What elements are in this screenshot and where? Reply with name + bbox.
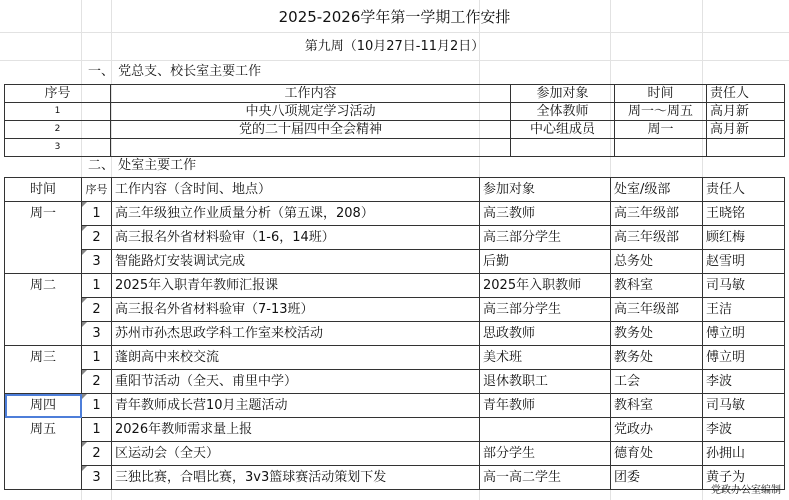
table-row [5, 346, 785, 370]
cell-day[interactable] [5, 466, 82, 490]
table-row [5, 322, 785, 346]
cell-participants[interactable]: 高三部分学生 [480, 226, 611, 250]
cell-content[interactable]: 青年教师成长营10月主题活动 [112, 394, 480, 418]
cell-num[interactable]: 3 [5, 139, 111, 157]
cell-num[interactable]: 2 [82, 442, 112, 466]
cell-owner[interactable]: 黄子为 [703, 466, 785, 490]
cell-owner[interactable]: 傅立明 [703, 322, 785, 346]
cell-num[interactable]: 1 [82, 202, 112, 226]
header-dept[interactable]: 处室/级部 [611, 178, 703, 202]
cell-owner[interactable]: 司马敏 [703, 274, 785, 298]
cell-content[interactable]: 三独比赛，合唱比赛，3v3篮球赛活动策划下发 [112, 466, 480, 490]
table-row [5, 121, 785, 139]
table-row [5, 202, 785, 226]
comment-marker [82, 250, 87, 255]
header-content[interactable]: 工作内容 [111, 85, 511, 103]
cell-day[interactable]: 周三 [5, 346, 82, 370]
cell-num[interactable]: 3 [82, 250, 112, 274]
cell-content[interactable]: 区运动会（全天） [112, 442, 480, 466]
table-row [5, 139, 785, 157]
cell-num[interactable]: 2 [82, 298, 112, 322]
cell-content[interactable]: 重阳节活动（全天、甫里中学） [112, 370, 480, 394]
cell-owner[interactable]: 司马敏 [703, 394, 785, 418]
cell-num[interactable]: 2 [82, 226, 112, 250]
gridline [0, 60, 789, 61]
cell-content[interactable]: 党的二十届四中全会精神 [111, 121, 511, 139]
cell-day[interactable]: 周五 [5, 418, 82, 442]
cell-dept[interactable]: 德育处 [611, 442, 703, 466]
comment-marker [82, 442, 87, 447]
cell-participants[interactable]: 2025年入职教师 [480, 274, 611, 298]
table-row [5, 466, 785, 490]
table-row [5, 103, 785, 121]
gridline [0, 32, 789, 33]
cell-owner[interactable]: 傅立明 [703, 346, 785, 370]
cell-content[interactable]: 蓬朗高中来校交流 [112, 346, 480, 370]
cell-num[interactable]: 2 [5, 121, 111, 139]
cell-day[interactable] [5, 298, 82, 322]
cell-participants[interactable]: 退休教职工 [480, 370, 611, 394]
comment-marker [82, 466, 87, 471]
cell-dept[interactable]: 教务处 [611, 346, 703, 370]
cell-participants[interactable]: 高一高二学生 [480, 466, 611, 490]
cell-dept[interactable]: 教科室 [611, 394, 703, 418]
section1-heading: 一、 党总支、校长室主要工作 [88, 64, 262, 79]
cell-num[interactable]: 1 [82, 274, 112, 298]
cell-participants[interactable]: 美术班 [480, 346, 611, 370]
header-owner[interactable]: 责任人 [703, 178, 785, 202]
cell-owner[interactable]: 王洁 [703, 298, 785, 322]
footer-note: 党政办公室编制 [711, 485, 781, 496]
cell-num[interactable]: 2 [82, 370, 112, 394]
cell-dept[interactable]: 教科室 [611, 274, 703, 298]
cell-day[interactable] [5, 226, 82, 250]
table-header-row [5, 178, 785, 202]
cell-day[interactable] [5, 370, 82, 394]
cell-participants[interactable]: 高三部分学生 [480, 298, 611, 322]
cell-content[interactable]: 苏州市孙杰思政学科工作室来校活动 [112, 322, 480, 346]
cell-dept[interactable]: 团委 [611, 466, 703, 490]
cell-owner[interactable]: 李波 [703, 418, 785, 442]
cell-num[interactable]: 3 [82, 322, 112, 346]
section2-heading: 二、 处室主要工作 [88, 158, 197, 173]
cell-day[interactable] [5, 250, 82, 274]
comment-marker [82, 202, 87, 207]
cell-owner[interactable]: 王晓铭 [703, 202, 785, 226]
cell-day[interactable]: 周一 [5, 202, 82, 226]
cell-dept[interactable]: 高三年级部 [611, 202, 703, 226]
cell-participants[interactable]: 高三教师 [480, 202, 611, 226]
cell-dept[interactable]: 教务处 [611, 322, 703, 346]
cell-owner[interactable]: 顾红梅 [703, 226, 785, 250]
cell-content[interactable]: 2025年入职青年教师汇报课 [112, 274, 480, 298]
header-time[interactable]: 时间 [615, 85, 707, 103]
table-row [5, 442, 785, 466]
cell-dept[interactable]: 高三年级部 [611, 226, 703, 250]
cell-content[interactable]: 高三年级独立作业质量分析（第五课，208） [112, 202, 480, 226]
cell-day[interactable] [5, 442, 82, 466]
cell-dept[interactable]: 高三年级部 [611, 298, 703, 322]
cell-time[interactable]: 周一 [615, 121, 707, 139]
comment-marker [82, 226, 87, 231]
cell-content[interactable]: 高三报名外省材料验审（1-6，14班） [112, 226, 480, 250]
cell-participants[interactable] [480, 418, 611, 442]
cell-content[interactable]: 中央八项规定学习活动 [111, 103, 511, 121]
cell-dept[interactable]: 总务处 [611, 250, 703, 274]
cell-dept[interactable]: 工会 [611, 370, 703, 394]
header-participants[interactable]: 参加对象 [511, 85, 615, 103]
comment-marker [82, 322, 87, 327]
leadership-table [4, 84, 785, 157]
comment-marker [82, 394, 87, 399]
cell-num[interactable]: 1 [5, 103, 111, 121]
header-owner[interactable]: 责任人 [707, 85, 785, 103]
cell-owner[interactable]: 高月新 [707, 121, 785, 139]
table-row [5, 274, 785, 298]
cell-owner[interactable]: 赵雪明 [703, 250, 785, 274]
cell-day[interactable] [5, 322, 82, 346]
comment-marker [82, 298, 87, 303]
table-row [5, 298, 785, 322]
cell-content[interactable]: 智能路灯安装调试完成 [112, 250, 480, 274]
table-row [5, 250, 785, 274]
department-table [4, 177, 785, 490]
cell-time[interactable] [615, 139, 707, 157]
header-participants[interactable]: 参加对象 [480, 178, 611, 202]
cell-owner[interactable]: 高月新 [707, 103, 785, 121]
cell-content[interactable] [111, 139, 511, 157]
cell-time[interactable]: 周一～周五 [615, 103, 707, 121]
table-row [5, 370, 785, 394]
cell-dept[interactable]: 党政办 [611, 418, 703, 442]
page-title: 2025-2026学年第一学期工作安排 [278, 8, 511, 26]
comment-marker [82, 370, 87, 375]
week-subtitle: 第九周（10月27日-11月2日） [304, 39, 485, 54]
cell-participants[interactable]: 思政教师 [480, 322, 611, 346]
cell-num[interactable]: 1 [82, 394, 112, 418]
cell-participants[interactable]: 部分学生 [480, 442, 611, 466]
table-row [5, 418, 785, 442]
table-row [5, 226, 785, 250]
cell-content[interactable]: 高三报名外省材料验审（7-13班） [112, 298, 480, 322]
cell-num[interactable]: 1 [82, 418, 112, 442]
cell-num[interactable]: 3 [82, 466, 112, 490]
table-row [5, 394, 785, 418]
cell-participants[interactable]: 后勤 [480, 250, 611, 274]
cell-participants[interactable] [511, 139, 615, 157]
cell-owner[interactable]: 李波 [703, 370, 785, 394]
cell-participants[interactable]: 青年教师 [480, 394, 611, 418]
cell-participants[interactable]: 中心组成员 [511, 121, 615, 139]
header-num[interactable]: 序号 [82, 178, 112, 202]
cell-owner[interactable]: 孙拥山 [703, 442, 785, 466]
cell-num[interactable]: 1 [82, 346, 112, 370]
cell-day[interactable]: 周四 [5, 394, 82, 418]
header-day[interactable]: 时间 [5, 178, 82, 202]
header-content[interactable]: 工作内容（含时间、地点） [112, 178, 480, 202]
table-header-row [5, 85, 785, 103]
cell-content[interactable]: 2026年教师需求量上报 [112, 418, 480, 442]
cell-day[interactable]: 周二 [5, 274, 82, 298]
cell-owner[interactable] [707, 139, 785, 157]
header-num[interactable]: 序号 [5, 85, 111, 103]
cell-participants[interactable]: 全体教师 [511, 103, 615, 121]
